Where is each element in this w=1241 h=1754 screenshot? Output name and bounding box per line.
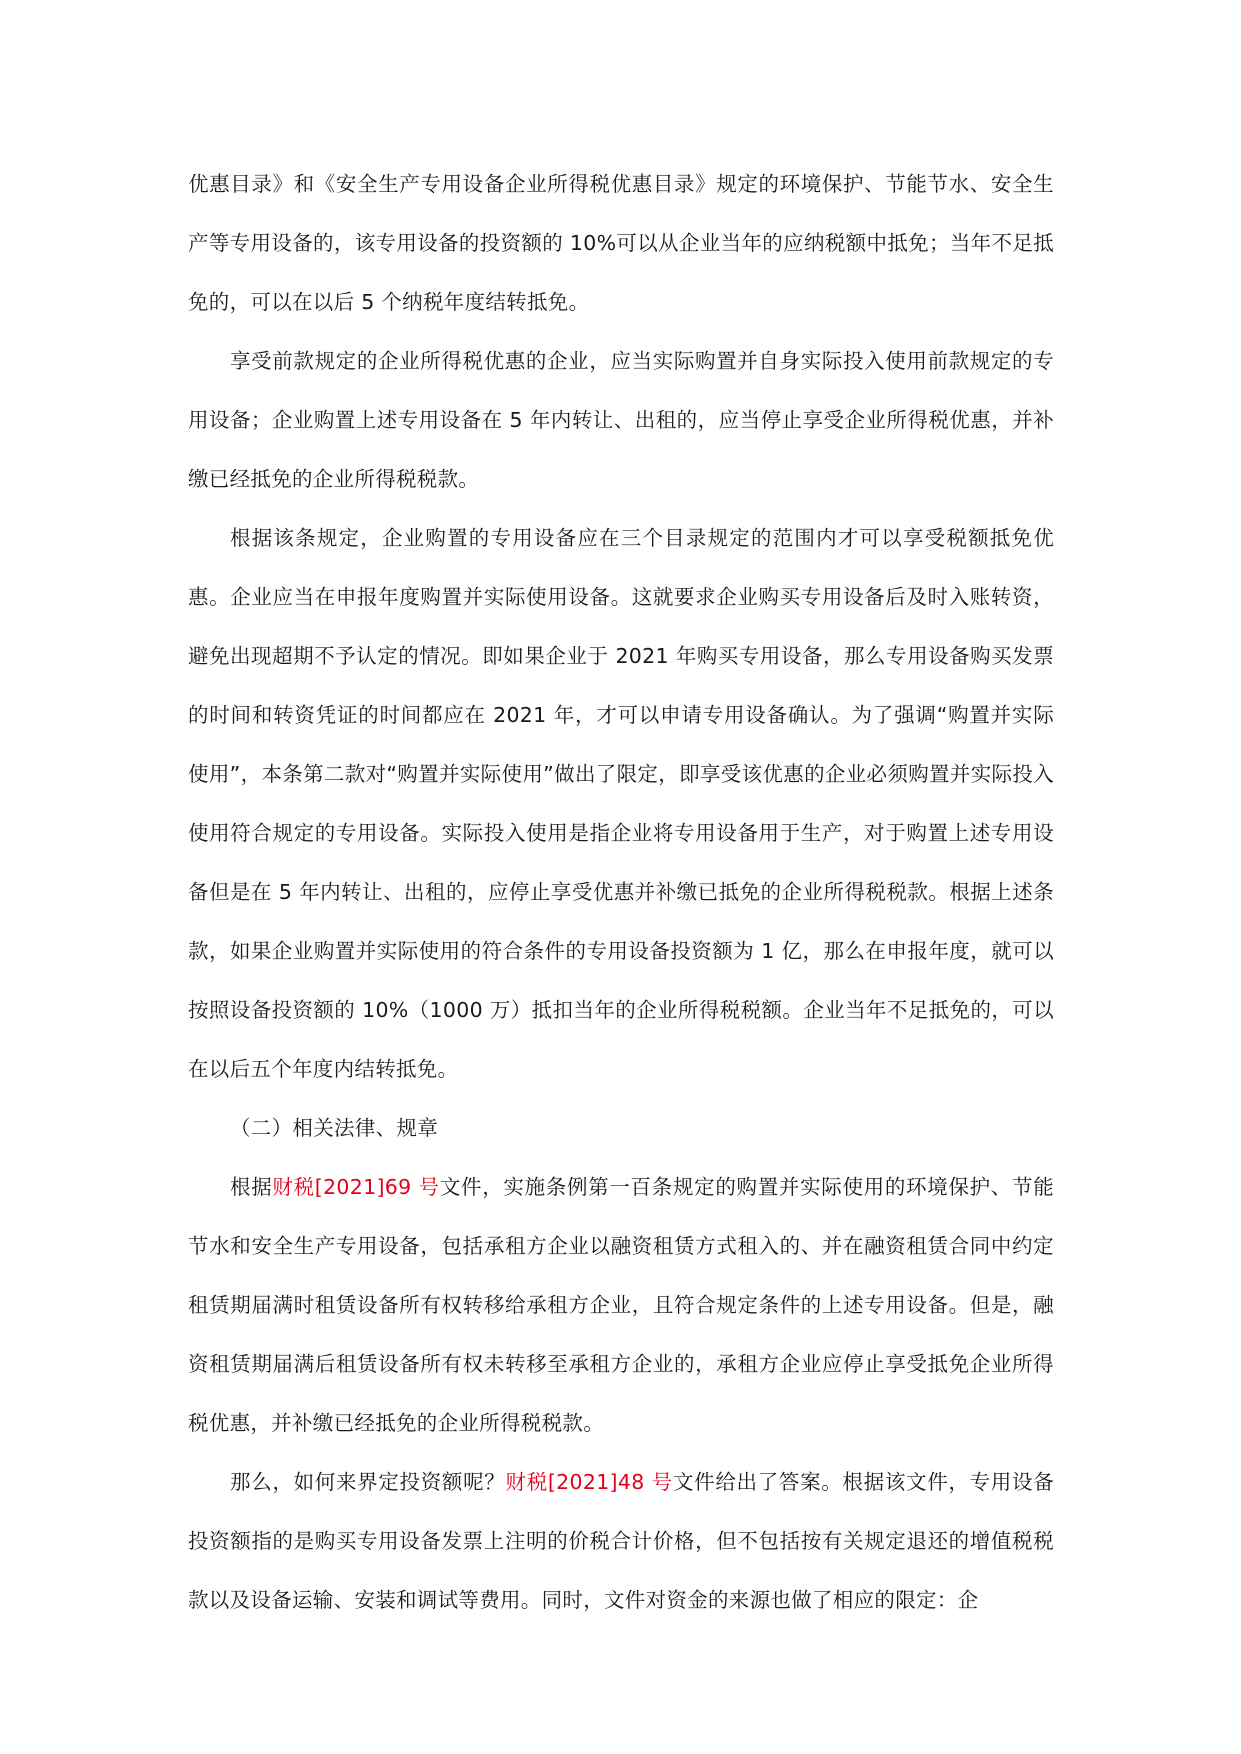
paragraph-regulation-analysis: 根据该条规定，企业购置的专用设备应在三个目录规定的范围内才可以享受税额抵免优惠。企业应当在申报年度购置并实际使用设备。这就要求企业购买专用设备后及时入账转资，避免出现超期不予认定的情况。即如果企业于 2021 年购买专用设备，那么专用设备购买发票的时间和转资凭证的时间都应在 2021 年，才可以申请专用设备确认。为了强调“购置并实际使用”，本条第二款对“购置并实际使用”做出了限定，即享受该优惠的企业必须购置并实际投入使用符合规定的专用设备。实际投入使用是指企业将专用设备用于生产，对于购置上述专用设备但是在 5 年内转让、出租的，应停止享受优惠并补缴已抵免的企业所得税税款。根据上述条款，如果企业购置并实际使用的符合条件的专用设备投资额为 1 亿，那么在申报年度，就可以按照设备投资额的 10%（1000 万）抵扣当年的企业所得税税额。企业当年不足抵免的，可以在以后五个年度内结转抵免。	[188, 526, 1054, 1081]
paragraph-investment-definition	[188, 1453, 1054, 1630]
section-heading-related-laws: （二）相关法律、规章	[230, 1116, 438, 1140]
policy-document-link-69[interactable]: 财税[2021]69 号	[272, 1175, 440, 1199]
paragraph-purchase-requirement: 享受前款规定的企业所得税优惠的企业，应当实际购置并自身实际投入使用前款规定的专用设备；企业购置上述专用设备在 5 年内转让、出租的，应当停止享受企业所得税优惠，并补缴已经抵免的企业所得税税款。	[188, 349, 1054, 491]
paragraph-financial-leasing	[188, 1158, 1054, 1453]
paragraph-prefix: 那么，如何来界定投资额呢？	[230, 1470, 506, 1494]
paragraph-suffix: 文件给出了答案。根据该文件，专用设备投资额指的是购买专用设备发票上注明的价税合计价格，但不包括按有关规定退还的增值税税款以及设备运输、安装和调试等费用。同时，文件对资金的来源也做了相应的限定：企	[188, 1470, 1054, 1612]
paragraph-preferential-catalog: 优惠目录》和《安全生产专用设备企业所得税优惠目录》规定的环境保护、节能节水、安全生产等专用设备的，该专用设备的投资额的 10%可以从企业当年的应纳税额中抵免；当年不足抵免的，可以在以后 5 个纳税年度结转抵免。	[188, 172, 1054, 314]
document-body	[188, 155, 1054, 1630]
paragraph-suffix: 文件，实施条例第一百条规定的购置并实际使用的环境保护、节能节水和安全生产专用设备，包括承租方企业以融资租赁方式租入的、并在融资租赁合同中约定租赁期届满时租赁设备所有权转移给承租方企业，且符合规定条件的上述专用设备。但是，融资租赁期届满后租赁设备所有权未转移至承租方企业的，承租方企业应停止享受抵免企业所得税优惠，并补缴已经抵免的企业所得税税款。	[188, 1175, 1054, 1435]
policy-document-link-48[interactable]: 财税[2021]48 号	[505, 1470, 673, 1494]
paragraph-prefix: 根据	[230, 1175, 273, 1199]
